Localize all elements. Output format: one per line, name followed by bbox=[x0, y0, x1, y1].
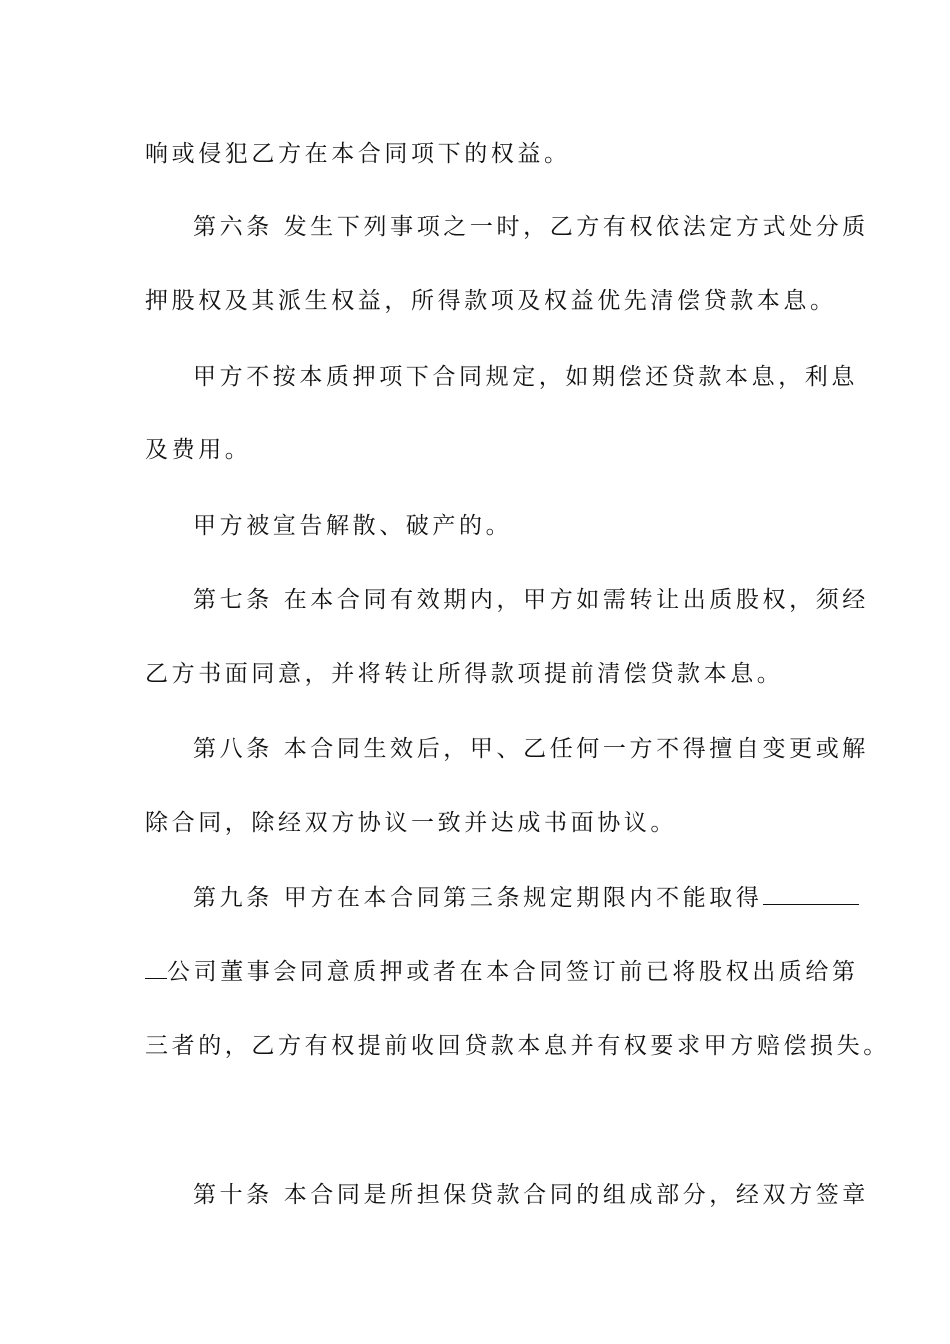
text-line bbox=[145, 956, 859, 988]
article-8-heading-line: 第八条 本合同生效后，甲、乙任何一方不得擅自变更或解 bbox=[193, 736, 869, 762]
article-9-text: 第九条 甲方在本合同第三条规定期限内不能取得 bbox=[193, 885, 763, 911]
article-6-heading-line: 第六条 发生下列事项之一时，乙方有权依法定方式处分质 bbox=[193, 214, 869, 240]
text-line: 三者的，乙方有权提前收回贷款本息并有权要求甲方赔偿损失。 bbox=[145, 1033, 890, 1059]
text-line: 及费用。 bbox=[145, 437, 252, 463]
text-line-content: 公司董事会同意质押或者在本合同签订前已将股权出质给第 bbox=[167, 959, 859, 985]
text-line: 甲方不按本质押项下合同规定，如期偿还贷款本息，利息 bbox=[193, 364, 858, 390]
fill-in-blank bbox=[145, 958, 167, 979]
text-line: 甲方被宣告解散、破产的。 bbox=[193, 513, 513, 539]
text-line: 响或侵犯乙方在本合同项下的权益。 bbox=[145, 141, 571, 167]
article-9-heading-line bbox=[193, 882, 859, 914]
article-10-heading-line: 第十条 本合同是所担保贷款合同的组成部分，经双方签章 bbox=[193, 1182, 869, 1208]
text-line: 除合同，除经双方协议一致并达成书面协议。 bbox=[145, 810, 677, 836]
article-7-heading-line: 第七条 在本合同有效期内，甲方如需转让出质股权，须经 bbox=[193, 587, 869, 613]
text-line: 乙方书面同意，并将转让所得款项提前清偿贷款本息。 bbox=[145, 661, 784, 687]
fill-in-blank bbox=[763, 884, 859, 905]
text-line: 押股权及其派生权益，所得款项及权益优先清偿贷款本息。 bbox=[145, 288, 837, 314]
